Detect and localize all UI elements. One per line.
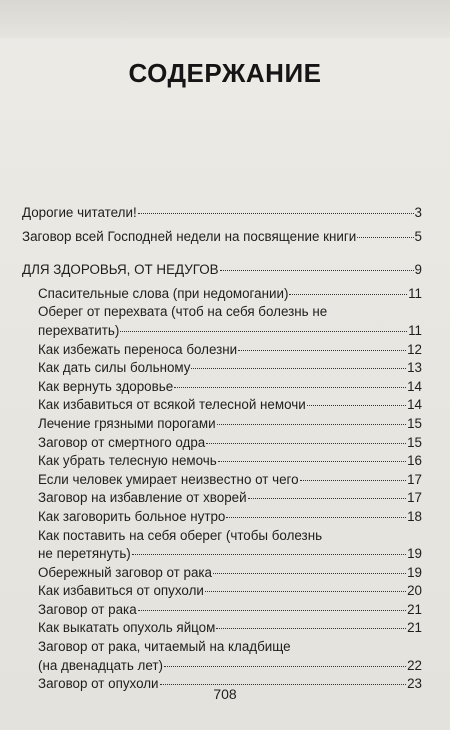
- dot-leader: [138, 213, 414, 214]
- toc-entry: [22, 415, 422, 434]
- toc-entry-title: Как выкатать опухоль яйцом: [38, 620, 216, 636]
- toc-entry: [22, 285, 422, 304]
- toc-entry: [22, 508, 422, 527]
- toc-entry-title: Заговор всей Господней недели на посвящение книги: [22, 228, 357, 244]
- toc-page-number: 20: [407, 583, 422, 599]
- toc-page-number: 9: [414, 262, 422, 278]
- toc-entry: [22, 228, 422, 247]
- toc-page-number: 17: [407, 490, 422, 506]
- toc-entry: [22, 527, 422, 564]
- toc-entry-title: Заговор от опухоли: [38, 676, 159, 692]
- toc-page-number: 14: [407, 397, 422, 413]
- toc-entry: [22, 434, 422, 453]
- dot-leader: [217, 424, 407, 425]
- toc-entry-line: [38, 527, 422, 546]
- dot-leader: [164, 666, 406, 667]
- dot-leader: [226, 517, 406, 518]
- toc-page-number: 22: [407, 657, 422, 673]
- toc-entry-title: Заговор на избавление от хворей: [38, 490, 247, 506]
- toc-entry-line: [38, 322, 422, 341]
- toc-entry-line: [38, 434, 422, 453]
- toc-entry-line: [38, 396, 422, 415]
- toc-entry-line: [38, 452, 422, 471]
- toc-entry: [22, 303, 422, 340]
- dot-leader: [138, 610, 406, 611]
- toc-entry-line: [38, 638, 422, 657]
- toc-entry-title: Как заговорить больное нутро: [38, 508, 226, 524]
- toc-entry: [22, 261, 422, 280]
- toc-entry-line: [38, 601, 422, 620]
- dot-leader: [120, 331, 407, 332]
- toc-entry-line: [38, 359, 422, 378]
- dot-leader: [300, 480, 407, 481]
- table-of-contents: [22, 204, 422, 694]
- toc-page-number: 19: [407, 564, 422, 580]
- toc-page-number: 17: [407, 471, 422, 487]
- dot-leader: [213, 573, 406, 574]
- toc-entry-title: Как поставить на себя оберег (чтобы болезнь: [38, 527, 323, 543]
- toc-entry: [22, 378, 422, 397]
- toc-entry-line: [38, 508, 422, 527]
- toc-entry-title: Как избавиться от всякой телесной немочи: [38, 397, 306, 413]
- toc-entry-title: Заговор от рака: [38, 601, 137, 617]
- page-title: СОДЕРЖАНИЕ: [128, 58, 322, 88]
- dot-leader: [289, 294, 407, 295]
- toc-entry-line: [22, 228, 422, 247]
- toc-entry-title: Как избежать переноса болезни: [38, 341, 238, 357]
- toc-entry: [22, 359, 422, 378]
- toc-page-number: 5: [414, 228, 422, 244]
- toc-entry-title: перехватить): [38, 322, 120, 338]
- toc-page-number: 16: [407, 453, 422, 469]
- toc-entry-title: Как дать силы больному: [38, 360, 191, 376]
- dot-leader: [248, 498, 407, 499]
- dot-leader: [174, 387, 406, 388]
- dot-leader: [220, 270, 414, 271]
- toc-entry-title: Дорогие читатели!: [22, 205, 137, 220]
- toc-page-number: 3: [414, 205, 422, 220]
- toc-entry-line: [38, 489, 422, 508]
- section-gap: [22, 251, 422, 261]
- toc-entry-line: [38, 619, 422, 638]
- toc-entry: [22, 601, 422, 620]
- toc-page-number: 23: [407, 676, 422, 692]
- toc-entry-title: Как вернуть здоровье: [38, 378, 174, 394]
- dot-leader: [218, 461, 406, 462]
- toc-page-number: 15: [407, 434, 422, 450]
- toc-entry-line: [38, 471, 422, 490]
- previous-page-edge: [0, 0, 450, 38]
- toc-entry: [22, 341, 422, 360]
- toc-entry-line: [38, 545, 422, 564]
- toc-entry-title: Как убрать телесную немочь: [38, 453, 217, 469]
- toc-page-number: 13: [407, 360, 422, 376]
- toc-entry: [22, 564, 422, 583]
- toc-entry-line: [38, 378, 422, 397]
- toc-entry-title: не перетянуть): [38, 546, 131, 562]
- dot-leader: [205, 591, 406, 592]
- toc-entry-title: Лечение грязными порогами: [38, 415, 216, 431]
- toc-page-number: 11: [408, 285, 422, 301]
- toc-entry: [22, 204, 422, 223]
- toc-entry-line: [38, 415, 422, 434]
- toc-entry-line: [38, 285, 422, 304]
- toc-entry: [22, 638, 422, 675]
- toc-page-number: 18: [407, 508, 422, 524]
- toc-entry-title: ДЛЯ ЗДОРОВЬЯ, ОТ НЕДУГОВ: [22, 262, 219, 278]
- toc-entry-title: Спасительные слова (при недомогании): [38, 285, 289, 301]
- toc-entry-line: [22, 261, 422, 280]
- toc-entry-line: [38, 341, 422, 360]
- toc-entry-title: Как избавиться от опухоли: [38, 583, 204, 599]
- toc-page-number: 19: [407, 546, 422, 562]
- toc-page-number: 11: [408, 322, 422, 338]
- dot-leader: [357, 237, 413, 238]
- toc-entry: [22, 396, 422, 415]
- toc-entry-line: [22, 204, 422, 223]
- toc-page-number: 21: [407, 601, 422, 617]
- dot-leader: [206, 443, 406, 444]
- dot-leader: [132, 554, 406, 555]
- toc-page-number: 15: [407, 415, 422, 431]
- toc-entry-line: [38, 582, 422, 601]
- toc-entry-title: (на двенадцать лет): [38, 657, 163, 673]
- dot-leader: [307, 405, 406, 406]
- toc-entry-title: Обережный заговор от рака: [38, 564, 213, 580]
- toc-entry-title: Если человек умирает неизвестно от чего: [38, 471, 299, 487]
- toc-entry-title: Заговор от рака, читаемый на кладбище: [38, 639, 291, 655]
- toc-page-number: 14: [407, 378, 422, 394]
- toc-entry-line: [38, 564, 422, 583]
- toc-entry: [22, 619, 422, 638]
- toc-entry-title: Оберег от перехвата (чтоб на себя болезнь не: [38, 304, 328, 320]
- toc-entry: [22, 471, 422, 490]
- toc-entry-line: [38, 657, 422, 676]
- dot-leader: [191, 368, 406, 369]
- toc-page-number: 12: [407, 341, 422, 357]
- toc-entry: [22, 489, 422, 508]
- toc-entry-line: [38, 303, 422, 322]
- dot-leader: [238, 350, 406, 351]
- toc-entry-title: Заговор от смертного одра: [38, 434, 206, 450]
- toc-entry: [22, 582, 422, 601]
- dot-leader: [216, 628, 406, 629]
- page-number: 708: [213, 686, 237, 702]
- toc-entry: [22, 452, 422, 471]
- toc-page-number: 21: [407, 620, 422, 636]
